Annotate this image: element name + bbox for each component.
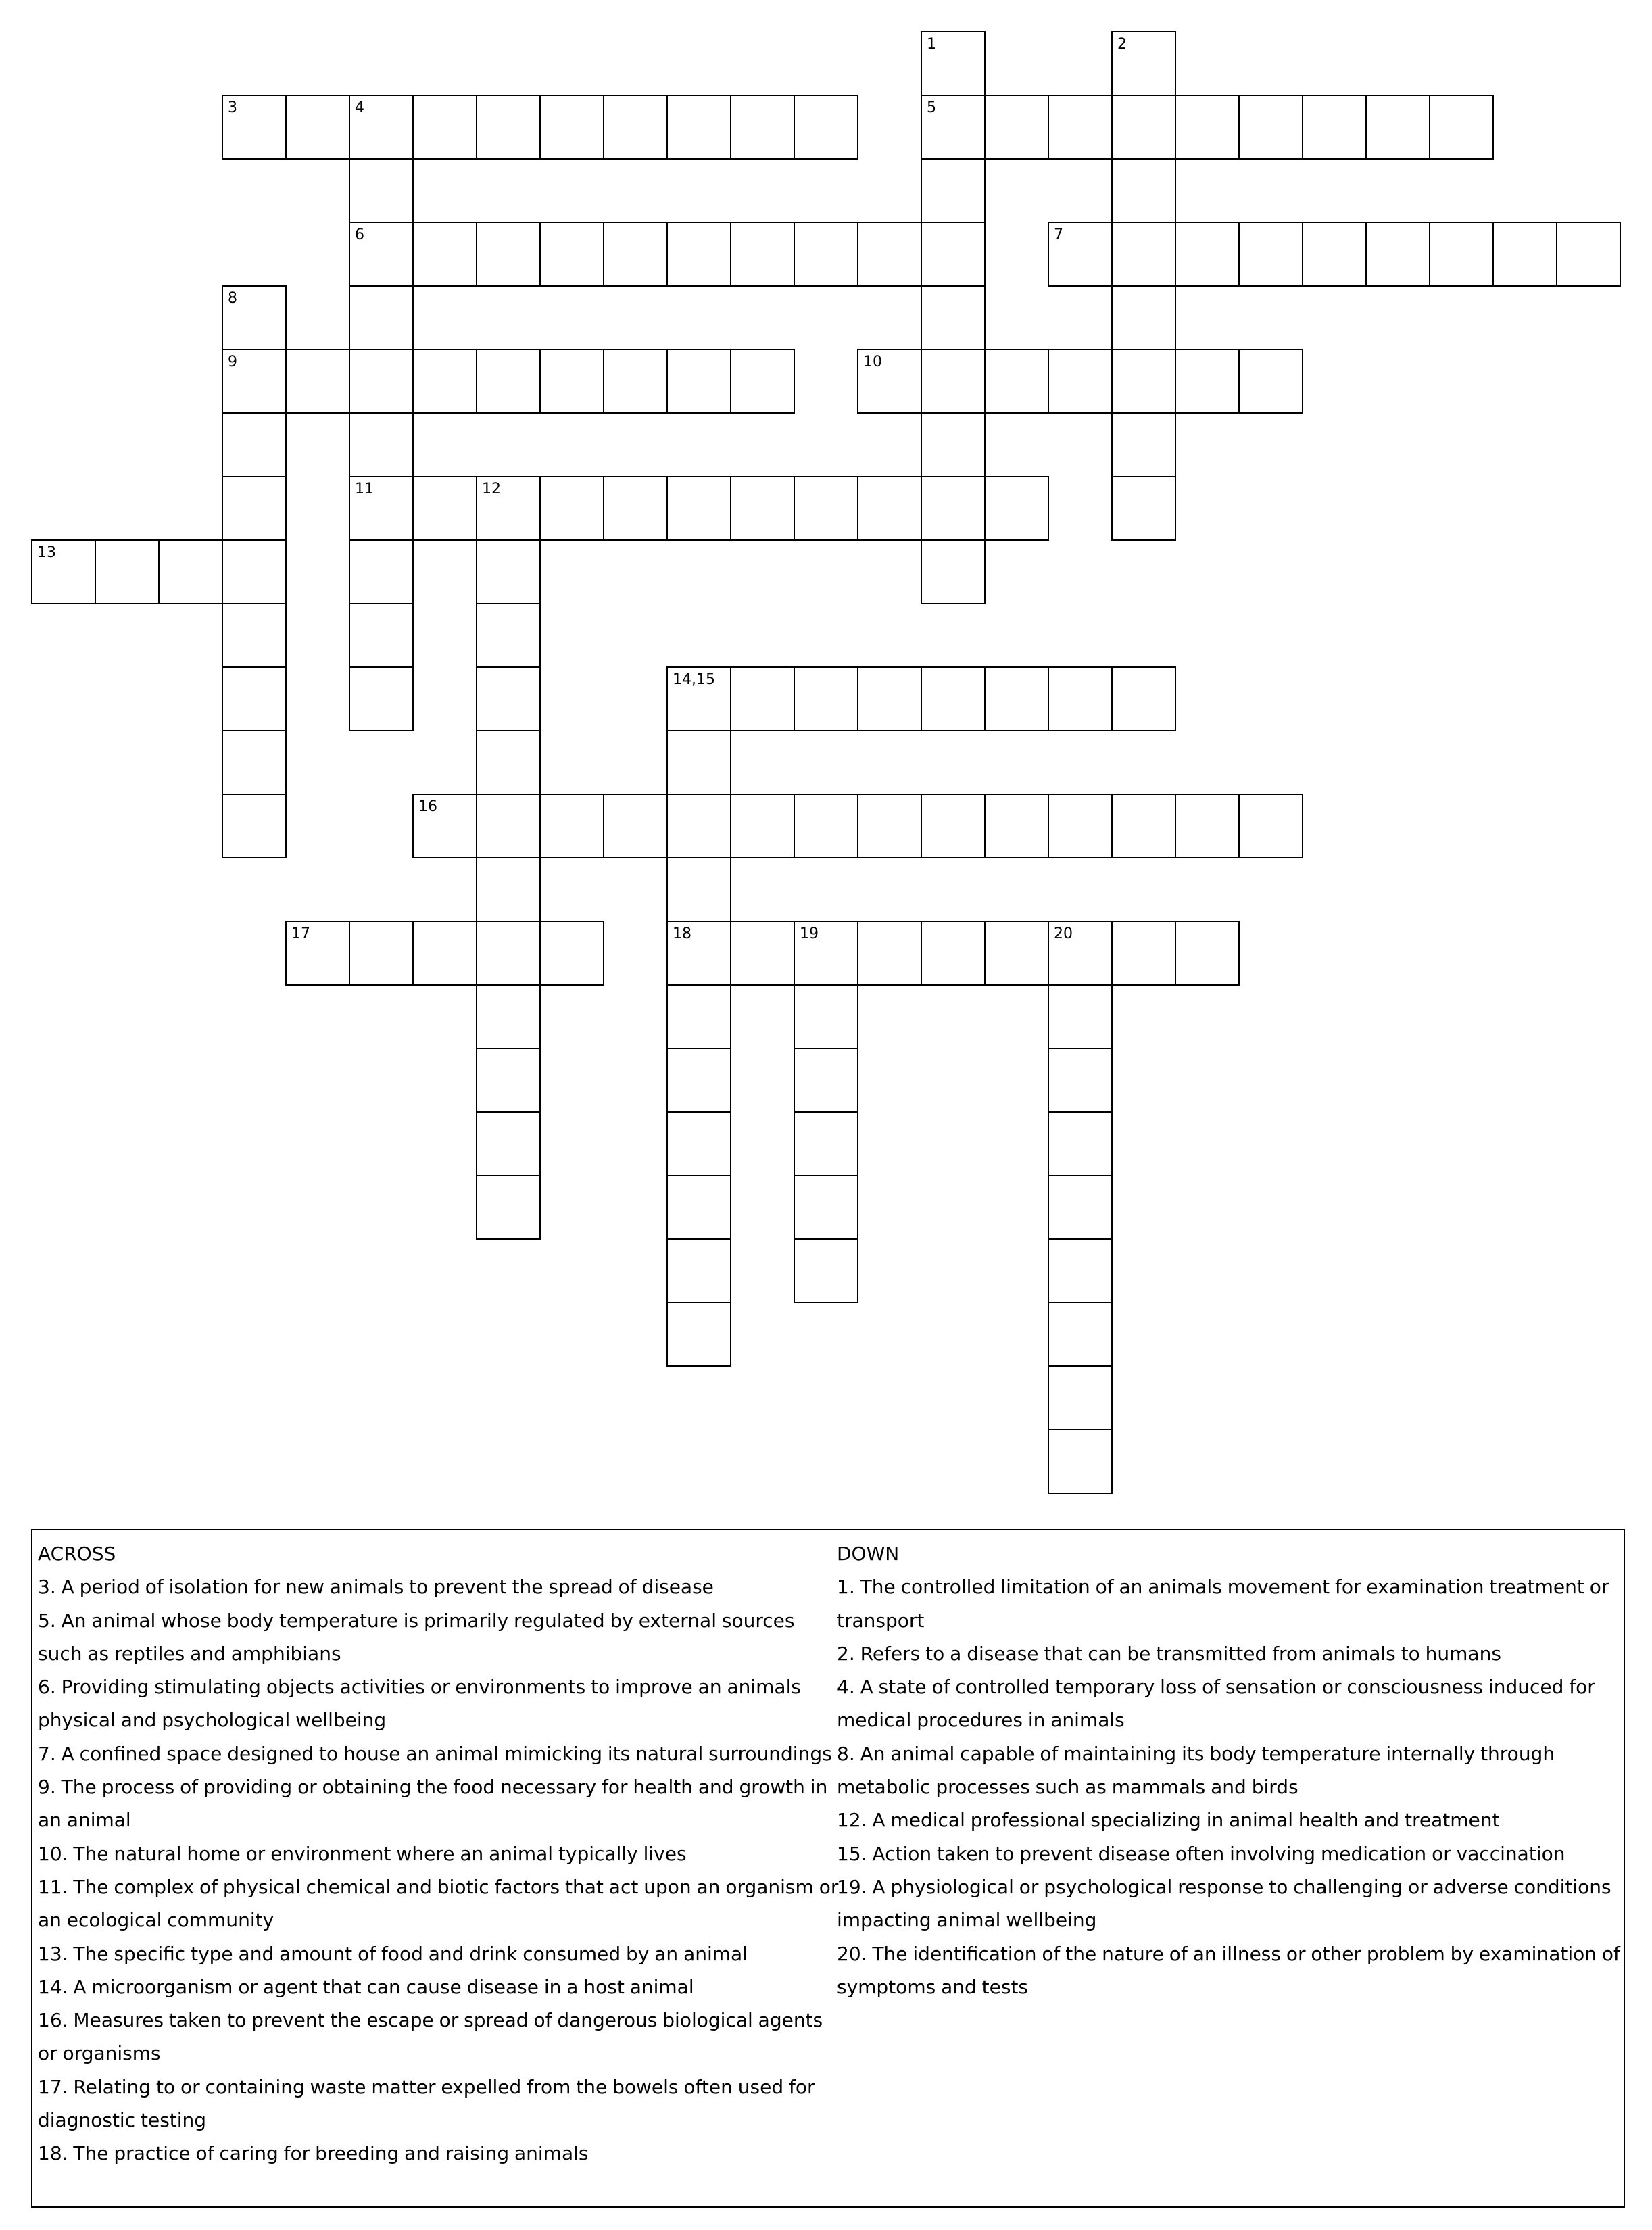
grid-cell[interactable]: [794, 95, 858, 160]
clue-number-5: 5: [927, 99, 936, 116]
grid-cell[interactable]: [539, 95, 604, 160]
grid-cell[interactable]: [794, 794, 858, 858]
grid-cell[interactable]: [349, 539, 414, 604]
grid-cell[interactable]: [1048, 984, 1113, 1049]
grid-cell[interactable]: [1048, 95, 1113, 160]
grid-cell[interactable]: [1302, 222, 1367, 287]
clue-number-12: 12: [482, 481, 501, 498]
grid-cell[interactable]: [285, 921, 350, 986]
grid-cell[interactable]: [476, 794, 541, 858]
grid-cell[interactable]: [1175, 95, 1240, 160]
grid-cell[interactable]: [476, 95, 541, 160]
grid-cell[interactable]: [349, 349, 414, 414]
grid-cell[interactable]: [921, 349, 986, 414]
grid-cell[interactable]: [984, 666, 1049, 731]
grid-cell[interactable]: [1111, 349, 1176, 414]
grid-cell[interactable]: [666, 95, 731, 160]
grid-cell[interactable]: [349, 158, 414, 223]
across-clue-14: 14. A microorganism or agent that can cause disease in a host animal: [38, 1975, 694, 1998]
grid-cell[interactable]: [794, 1175, 858, 1240]
grid-cell[interactable]: [921, 95, 986, 160]
across-clue-5: 5. An animal whose body temperature is primarily regulated by external sources such as reptiles and amphibians: [38, 1609, 795, 1665]
clue-number-20: 20: [1054, 925, 1073, 942]
grid-cell[interactable]: [794, 666, 858, 731]
clue-box: [31, 1529, 1625, 2208]
grid-cell[interactable]: [412, 921, 477, 986]
grid-cell[interactable]: [476, 222, 541, 287]
grid-cell[interactable]: [984, 349, 1049, 414]
grid-cell[interactable]: [794, 1238, 858, 1303]
grid-cell[interactable]: [412, 222, 477, 287]
grid-cell[interactable]: [1111, 31, 1176, 96]
clue-number-10: 10: [863, 354, 882, 370]
grid-cell[interactable]: [794, 1111, 858, 1176]
grid-cell[interactable]: [412, 95, 477, 160]
grid-cell[interactable]: [1048, 222, 1113, 287]
grid-cell[interactable]: [349, 285, 414, 350]
grid-cell[interactable]: [1175, 794, 1240, 858]
grid-cell[interactable]: [158, 539, 223, 604]
grid-cell[interactable]: [349, 95, 414, 160]
grid-cell[interactable]: [666, 1048, 731, 1113]
clue-number-16: 16: [418, 798, 437, 815]
grid-cell[interactable]: [921, 222, 986, 287]
grid-cell[interactable]: [476, 603, 541, 668]
grid-cell[interactable]: [666, 1111, 731, 1176]
grid-cell[interactable]: [666, 730, 731, 795]
grid-cell[interactable]: [476, 476, 541, 541]
grid-cell[interactable]: [476, 1175, 541, 1240]
grid-cell[interactable]: [1111, 921, 1176, 986]
grid-cell[interactable]: [1111, 412, 1176, 477]
grid-cell[interactable]: [1048, 1175, 1113, 1240]
clue-number-14-15: 14,15: [673, 671, 715, 688]
grid-cell[interactable]: [666, 984, 731, 1049]
grid-cell[interactable]: [476, 539, 541, 604]
grid-cell[interactable]: [857, 349, 922, 414]
clue-number-11: 11: [355, 481, 374, 498]
grid-cell[interactable]: [921, 158, 986, 223]
clue-number-2: 2: [1117, 36, 1127, 53]
grid-cell[interactable]: [666, 794, 731, 858]
grid-cell[interactable]: [1175, 222, 1240, 287]
grid-cell[interactable]: [1111, 95, 1176, 160]
grid-cell[interactable]: [349, 476, 414, 541]
grid-cell[interactable]: [603, 95, 668, 160]
grid-cell[interactable]: [1048, 1111, 1113, 1176]
grid-cell[interactable]: [1365, 222, 1430, 287]
grid-cell[interactable]: [984, 794, 1049, 858]
grid-cell[interactable]: [222, 666, 287, 731]
grid-cell[interactable]: [857, 476, 922, 541]
grid-cell[interactable]: [476, 1048, 541, 1113]
clue-number-18: 18: [673, 925, 691, 942]
grid-cell[interactable]: [1111, 158, 1176, 223]
grid-cell[interactable]: [984, 921, 1049, 986]
grid-cell[interactable]: [1175, 921, 1240, 986]
across-clue-13: 13. The specific type and amount of food and drink consumed by an animal: [38, 1942, 748, 1965]
grid-cell[interactable]: [794, 984, 858, 1049]
clue-number-13: 13: [37, 544, 56, 561]
down-clue-12: 12. A medical professional specializing in animal health and treatment: [837, 1809, 1500, 1832]
grid-cell[interactable]: [476, 857, 541, 922]
grid-cell[interactable]: [349, 921, 414, 986]
grid-cell[interactable]: [666, 921, 731, 986]
across-clue-16: 16. Measures taken to prevent the escape or spread of dangerous biological agents or organisms: [38, 2009, 823, 2065]
grid-cell[interactable]: [1429, 95, 1494, 160]
grid-cell[interactable]: [857, 794, 922, 858]
grid-cell[interactable]: [539, 222, 604, 287]
down-clue-20: 20. The identification of the nature of an illness or other problem by examination of symptoms and tests: [837, 1942, 1620, 1998]
grid-cell[interactable]: [31, 539, 96, 604]
grid-cell[interactable]: [730, 349, 795, 414]
grid-cell[interactable]: [666, 1238, 731, 1303]
grid-cell[interactable]: [539, 476, 604, 541]
across-clues: [38, 1537, 839, 2171]
grid-cell[interactable]: [349, 412, 414, 477]
grid-cell[interactable]: [1302, 95, 1367, 160]
grid-cell[interactable]: [1111, 222, 1176, 287]
across-heading: ACROSS: [38, 1543, 116, 1565]
grid-cell[interactable]: [476, 349, 541, 414]
grid-cell[interactable]: [539, 794, 604, 858]
grid-cell[interactable]: [222, 95, 287, 160]
grid-cell[interactable]: [921, 666, 986, 731]
grid-cell[interactable]: [222, 730, 287, 795]
clue-number-8: 8: [228, 290, 237, 307]
grid-cell[interactable]: [349, 666, 414, 731]
grid-cell[interactable]: [222, 349, 287, 414]
grid-cell[interactable]: [666, 666, 731, 731]
grid-cell[interactable]: [603, 476, 668, 541]
grid-cell[interactable]: [95, 539, 160, 604]
grid-cell[interactable]: [666, 349, 731, 414]
grid-cell[interactable]: [222, 794, 287, 858]
grid-cell[interactable]: [921, 476, 986, 541]
grid-cell[interactable]: [1238, 95, 1303, 160]
grid-cell[interactable]: [921, 539, 986, 604]
grid-cell[interactable]: [603, 794, 668, 858]
clue-number-19: 19: [800, 925, 819, 942]
grid-cell[interactable]: [476, 921, 541, 986]
grid-cell[interactable]: [1175, 349, 1240, 414]
grid-cell[interactable]: [222, 476, 287, 541]
grid-cell[interactable]: [1365, 95, 1430, 160]
grid-cell[interactable]: [1048, 1238, 1113, 1303]
grid-cell[interactable]: [1048, 349, 1113, 414]
grid-cell[interactable]: [666, 1302, 731, 1367]
grid-cell[interactable]: [921, 921, 986, 986]
grid-cell[interactable]: [476, 1111, 541, 1176]
grid-cell[interactable]: [730, 476, 795, 541]
grid-cell[interactable]: [794, 1048, 858, 1113]
clue-number-3: 3: [228, 99, 237, 116]
grid-cell[interactable]: [349, 603, 414, 668]
grid-cell[interactable]: [794, 921, 858, 986]
grid-cell[interactable]: [603, 222, 668, 287]
grid-cell[interactable]: [1048, 1048, 1113, 1113]
grid-cell[interactable]: [1048, 666, 1113, 731]
grid-cell[interactable]: [349, 222, 414, 287]
grid-cell[interactable]: [222, 603, 287, 668]
clue-number-7: 7: [1054, 226, 1063, 243]
clue-number-4: 4: [355, 99, 364, 116]
grid-cell[interactable]: [222, 285, 287, 350]
down-clue-2: 2. Refers to a disease that can be transmitted from animals to humans: [837, 1642, 1501, 1665]
grid-cell[interactable]: [1048, 1429, 1113, 1494]
grid-cell[interactable]: [984, 95, 1049, 160]
clue-number-9: 9: [228, 354, 237, 370]
grid-cell[interactable]: [857, 222, 922, 287]
grid-cell[interactable]: [794, 476, 858, 541]
grid-cell[interactable]: [666, 857, 731, 922]
grid-cell[interactable]: [1238, 794, 1303, 858]
grid-cell[interactable]: [857, 666, 922, 731]
grid-cell[interactable]: [666, 476, 731, 541]
clue-number-1: 1: [927, 36, 936, 53]
grid-cell[interactable]: [539, 349, 604, 414]
grid-cell[interactable]: [1048, 921, 1113, 986]
across-clue-11: 11. The complex of physical chemical and biotic factors that act upon an organism or an ecological community: [38, 1875, 839, 1932]
grid-cell[interactable]: [1556, 222, 1621, 287]
grid-cell[interactable]: [1048, 1302, 1113, 1367]
grid-cell[interactable]: [730, 95, 795, 160]
grid-cell[interactable]: [412, 349, 477, 414]
grid-cell[interactable]: [1111, 666, 1176, 731]
across-clue-6: 6. Providing stimulating objects activities or environments to improve an animals physical and psychological wellbeing: [38, 1676, 801, 1732]
grid-cell[interactable]: [285, 95, 350, 160]
down-clue-19: 19. A physiological or psychological response to challenging or adverse conditions impacting animal wellbeing: [837, 1875, 1611, 1932]
grid-cell[interactable]: [666, 222, 731, 287]
across-clue-7: 7. A confined space designed to house an animal mimicking its natural surroundings: [38, 1742, 832, 1765]
grid-cell[interactable]: [921, 31, 986, 96]
grid-cell[interactable]: [984, 476, 1049, 541]
grid-cell[interactable]: [921, 412, 986, 477]
grid-cell[interactable]: [666, 1175, 731, 1240]
across-clue-3: 3. A period of isolation for new animals to prevent the spread of disease: [38, 1576, 714, 1599]
grid-cell[interactable]: [1048, 794, 1113, 858]
grid-cell[interactable]: [476, 984, 541, 1049]
grid-cell[interactable]: [285, 349, 350, 414]
grid-cell[interactable]: [412, 794, 477, 858]
grid-cell[interactable]: [539, 921, 604, 986]
down-heading: DOWN: [837, 1543, 900, 1565]
across-clue-18: 18. The practice of caring for breeding and raising animals: [38, 2142, 589, 2165]
across-clue-10: 10. The natural home or environment where an animal typically lives: [38, 1842, 687, 1865]
grid-cell[interactable]: [1111, 285, 1176, 350]
grid-cell[interactable]: [1238, 222, 1303, 287]
grid-cell[interactable]: [921, 285, 986, 350]
grid-cell[interactable]: [412, 476, 477, 541]
across-clue-9: 9. The process of providing or obtaining the food necessary for health and growth in an animal: [38, 1776, 828, 1832]
grid-cell[interactable]: [794, 222, 858, 287]
grid-cell[interactable]: [1429, 222, 1494, 287]
grid-cell[interactable]: [1048, 1365, 1113, 1430]
grid-cell[interactable]: [476, 730, 541, 795]
down-clue-4: 4. A state of controlled temporary loss of sensation or consciousness induced for medical procedures in animals: [837, 1676, 1595, 1732]
clue-number-17: 17: [291, 925, 310, 942]
grid-cell[interactable]: [1111, 794, 1176, 858]
grid-cell[interactable]: [730, 666, 795, 731]
grid-cell[interactable]: [222, 539, 287, 604]
grid-cell[interactable]: [857, 921, 922, 986]
grid-cell[interactable]: [730, 794, 795, 858]
grid-cell[interactable]: [1238, 349, 1303, 414]
grid-cell[interactable]: [603, 349, 668, 414]
down-clues: [837, 1537, 1621, 2004]
grid-cell[interactable]: [222, 412, 287, 477]
grid-cell[interactable]: [1111, 476, 1176, 541]
grid-cell[interactable]: [476, 666, 541, 731]
down-clue-15: 15. Action taken to prevent disease often involving medication or vaccination: [837, 1842, 1565, 1865]
clue-number-6: 6: [355, 226, 364, 243]
grid-cell[interactable]: [730, 921, 795, 986]
grid-cell[interactable]: [730, 222, 795, 287]
grid-cell[interactable]: [1492, 222, 1557, 287]
across-clue-17: 17. Relating to or containing waste matter expelled from the bowels often used for diagnostic testing: [38, 2075, 815, 2132]
down-clue-1: 1. The controlled limitation of an animals movement for examination treatment or transport: [837, 1576, 1609, 1632]
down-clue-8: 8. An animal capable of maintaining its body temperature internally through metabolic processes such as mammals and birds: [837, 1742, 1555, 1799]
grid-cell[interactable]: [921, 794, 986, 858]
